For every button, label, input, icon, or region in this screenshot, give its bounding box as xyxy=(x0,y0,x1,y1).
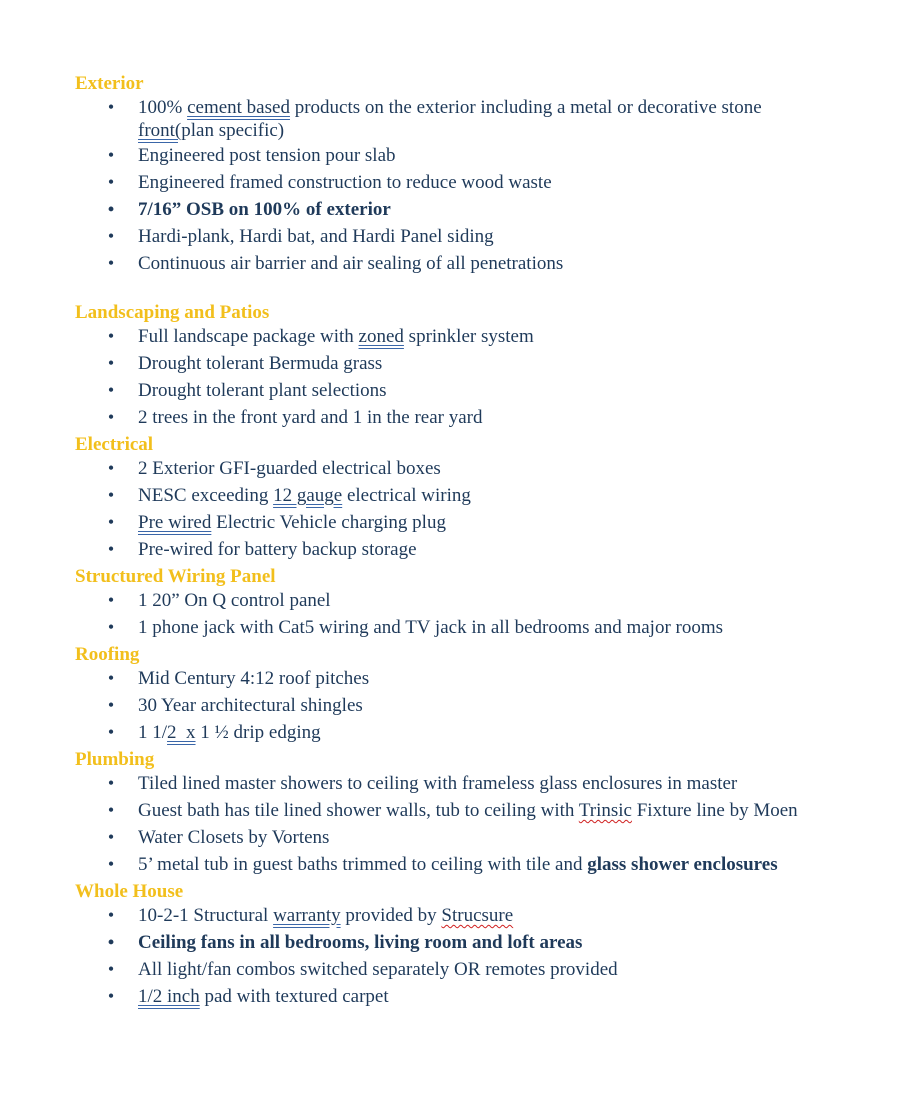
bullet-icon: • xyxy=(107,668,115,688)
section-heading-landscaping: Landscaping and Patios xyxy=(75,302,270,323)
bullet-icon: • xyxy=(107,512,115,532)
list-item: • Mid Century 4:12 roof pitches xyxy=(0,667,916,694)
list-item: • 7/16” OSB on 100% of exterior xyxy=(0,198,916,225)
list-item: • 1/2 inch pad with textured carpet xyxy=(0,985,916,1012)
list-item: • 10-2-1 Structural warranty provided by Strucsure xyxy=(0,904,916,931)
bullet-icon: • xyxy=(107,722,115,742)
section-heading-plumbing: Plumbing xyxy=(75,749,155,770)
list-item: • 5’ metal tub in guest baths trimmed to ceiling with tile and glass shower enclosures xyxy=(0,853,916,880)
list-item: • Tiled lined master showers to ceiling with frameless glass enclosures in master xyxy=(0,772,916,799)
list-item: • 30 Year architectural shingles xyxy=(0,694,916,721)
list-item: • All light/fan combos switched separately OR remotes provided xyxy=(0,958,916,985)
bullet-icon: • xyxy=(107,905,115,925)
list-item: • NESC exceeding 12 gauge electrical wiring xyxy=(0,484,916,511)
section-heading-exterior: Exterior xyxy=(75,73,144,94)
bullet-icon: • xyxy=(107,458,115,478)
bullet-icon: • xyxy=(107,800,115,820)
list-item: • 2 trees in the front yard and 1 in the rear yard xyxy=(0,406,916,433)
list-item: • 100% cement based products on the exterior including a metal or decorative stone front(plan specific) xyxy=(0,96,916,144)
section-heading-whole-house: Whole House xyxy=(75,881,184,902)
bullet-icon: • xyxy=(107,145,115,165)
list-item: • Water Closets by Vortens xyxy=(0,826,916,853)
list-item: • Engineered framed construction to reduce wood waste xyxy=(0,171,916,198)
bullet-icon: • xyxy=(107,617,115,637)
bullet-icon: • xyxy=(107,959,115,979)
list-item: • Drought tolerant Bermuda grass xyxy=(0,352,916,379)
bullet-icon: • xyxy=(107,695,115,715)
exterior-list xyxy=(0,96,916,279)
bullet-icon: • xyxy=(107,773,115,793)
list-item: • Drought tolerant plant selections xyxy=(0,379,916,406)
bullet-icon: • xyxy=(107,590,115,610)
roofing-list xyxy=(0,667,916,748)
bullet-icon: • xyxy=(107,932,115,952)
whole-house-list xyxy=(0,904,916,1012)
list-item: • 2 Exterior GFI-guarded electrical boxes xyxy=(0,457,916,484)
bullet-icon: • xyxy=(107,226,115,246)
bullet-icon: • xyxy=(107,199,115,219)
bullet-icon: • xyxy=(107,97,115,117)
list-item: • Pre wired Electric Vehicle charging plug xyxy=(0,511,916,538)
bullet-icon: • xyxy=(107,407,115,427)
bullet-icon: • xyxy=(107,539,115,559)
bullet-icon: • xyxy=(107,253,115,273)
list-item: • Hardi-plank, Hardi bat, and Hardi Panel siding xyxy=(0,225,916,252)
list-item: • Engineered post tension pour slab xyxy=(0,144,916,171)
list-item: • Ceiling fans in all bedrooms, living room and loft areas xyxy=(0,931,916,958)
list-item: • 1 1/2 x 1 ½ drip edging xyxy=(0,721,916,748)
section-heading-roofing: Roofing xyxy=(75,644,140,665)
list-item: • Continuous air barrier and air sealing of all penetrations xyxy=(0,252,916,279)
landscaping-list xyxy=(0,325,916,433)
section-heading-structured-wiring: Structured Wiring Panel xyxy=(75,566,276,587)
bullet-icon: • xyxy=(107,827,115,847)
list-item: • 1 phone jack with Cat5 wiring and TV jack in all bedrooms and major rooms xyxy=(0,616,916,643)
list-item: • Pre-wired for battery backup storage xyxy=(0,538,916,565)
plumbing-list xyxy=(0,772,916,880)
list-item: • Guest bath has tile lined shower walls, tub to ceiling with Trinsic Fixture line by Moen xyxy=(0,799,916,826)
section-spacer xyxy=(0,279,916,301)
document-page xyxy=(0,72,916,1012)
wiring-list xyxy=(0,589,916,643)
bullet-icon: • xyxy=(107,854,115,874)
list-item: • 1 20” On Q control panel xyxy=(0,589,916,616)
list-item: • Full landscape package with zoned sprinkler system xyxy=(0,325,916,352)
bullet-icon: • xyxy=(107,485,115,505)
electrical-list xyxy=(0,457,916,565)
bullet-icon: • xyxy=(107,326,115,346)
section-heading-electrical: Electrical xyxy=(75,434,154,455)
bullet-icon: • xyxy=(107,353,115,373)
bullet-icon: • xyxy=(107,380,115,400)
bullet-icon: • xyxy=(107,172,115,192)
bullet-icon: • xyxy=(107,986,115,1006)
